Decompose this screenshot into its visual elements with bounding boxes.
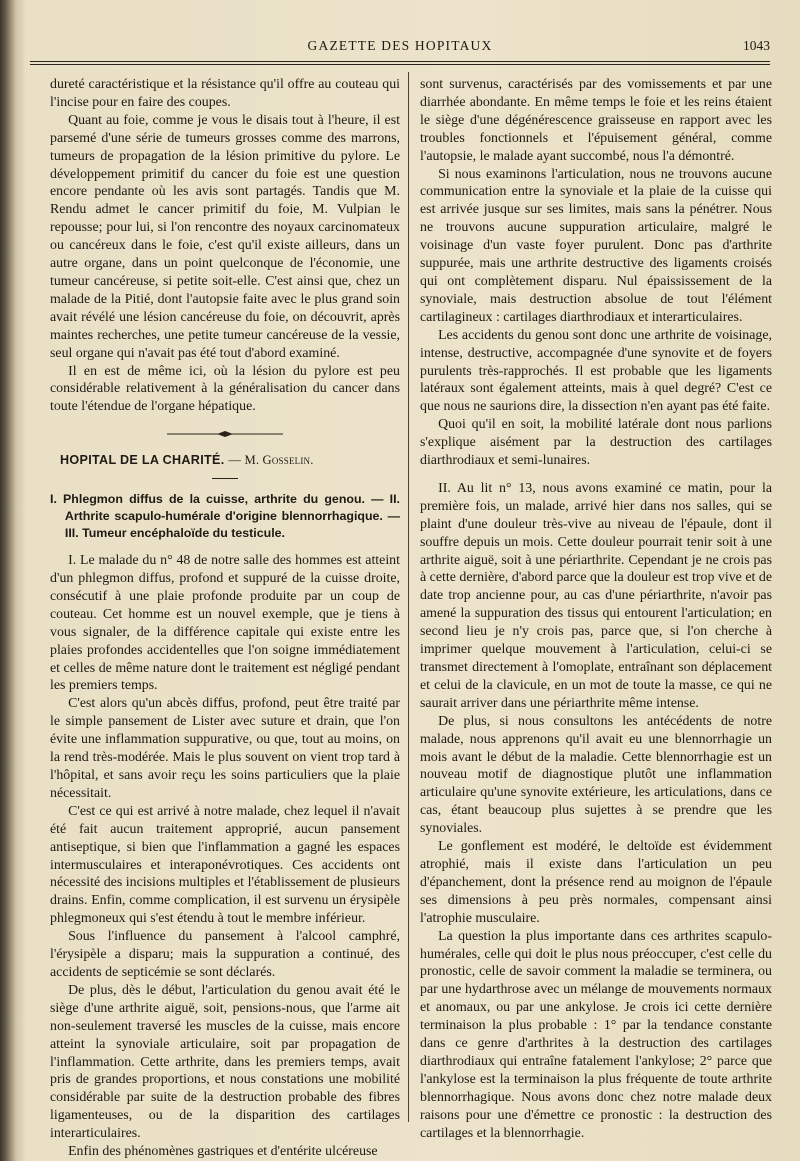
hospital-heading — [60, 452, 400, 470]
hospital-author: — M. Gosselin. — [228, 453, 314, 468]
paragraph: Quoi qu'il en soit, la mobilité latérale dont nous parlions s'explique aisément par la destruction des cartilages diarthrodiaux et semi-lunaires. — [420, 417, 772, 469]
paragraph: De plus, si nous consultons les antécédents de notre malade, nous apprenons qu'il avait eu une blennorrhagie un mois avant le début de la maladie. Cette blennorrhagie est un nouveau motif de diagnostique plutôt une inflammation articulaire qu'une synovite extérieure, les articulations, dans ce cas, étant beaucoup plus sujettes à se prendre que les synoviales. — [420, 713, 772, 837]
paragraph: C'est ce qui est arrivé à notre malade, chez lequel il n'avait été fait aucun traitement approprié, aucun pansement antiseptique, si bien que l'inflammation a gagné les espaces intermusculaires et interaponévrotiques. Ces accidents ont nécessité des incisions multiples et l'établissement de plusieurs drains. Enfin, comme complication, il est survenu un érysipèle phlegmoneux qui s'est étendu à tout le membre inférieur. — [50, 803, 400, 927]
paragraph: Sous l'influence du pansement à l'alcool camphré, l'érysipèle a disparu; mais la suppuration a continué, des accidents de septicémie se sont déclarés. — [50, 929, 400, 980]
paragraph: dureté caractéristique et la résistance qu'il offre au couteau qui l'incise pour en faire des coupes. — [50, 77, 400, 110]
short-rule — [212, 478, 238, 479]
column-divider — [408, 72, 409, 1122]
paragraph: La question la plus importante dans ces arthrites scapulo-humérales, celle qui doit le plus nous préoccuper, c'est celle du pronostic, celle de savoir comment la maladie se terminera, ou par une hydarthrose avec un mélange de mouvements normaux et anomaux, ou par une ankylose. Je crois ici cette dernière terminaison la plus probable : 1° par la tendance constante dans ce genre d'arthrites à la destruction des cartilages diarthrodiaux qui entraîne fatalement l'ankylose; 2° parce que l'ankylose est la terminaison la plus fréquente de toute arthrite blennorrhagique. Nous avons donc chez notre malade deux raisons pour une d'émettre ce pronostic : la destruction des cartilages et la blennorrhagie. — [420, 928, 772, 1141]
right-column — [420, 76, 772, 1142]
page-number: 1043 — [743, 38, 770, 53]
hospital-name: HOPITAL DE LA CHARITÉ. — [60, 453, 225, 468]
paragraph: sont survenus, caractérisés par des vomissements et par une diarrhée abondante. En même temps le foie et les reins étaient le siège d'une dégénérescence graisseuse en rapport avec les troubles fonctionnels et l'épuisement général, comme l'autopsie, le malade ayant succombé, nous l'a démontré. — [420, 77, 772, 164]
paragraph: Quant au foie, comme je vous le disais tout à l'heure, il est parsemé d'une série de tumeurs grosses comme des marrons, tumeurs de propagation de la lésion primitive du pylore. Le développement primitif du cancer du foie est une question encore pendante où les avis sont partagés. Tandis que M. Rendu admet le cancer primitif du foie, M. Vulpian le repousse; pour lui, si l'on rencontre des noyaux carcinomateux ou cancéreux dans le foie, c'est qu'il existe ailleurs, dans un autre organe, dans un point quelconque de l'économie, une tumeur cancéreuse, si petite soit-elle. C'est ainsi que, chez un malade de la Pitié, dont l'autopsie faite avec le plus grand soin avait révélé une lésion cancéreuse du foie, on découvrit, après maintes recherches, une petite tumeur cancéreuse de la vessie, seul organe qui n'avait pas été tout d'abord examiné. — [50, 112, 400, 361]
paragraph: Il en est de même ici, où la lésion du pylore est peu considérable relativement à la généralisation du cancer dans toute l'étendue de l'organe hépatique. — [50, 363, 400, 415]
paragraph: De plus, dès le début, l'articulation du genou avait été le siège d'une arthrite aiguë, soit, pensions-nous, que l'arme ait non-seulement traversé les muscles de la cuisse, mais encore atteint la synoviale articulaire, soit par propagation de l'inflammation. Cette arthrite, dans les premiers temps, avait pris de grandes proportions, et nous constations une mobilité considérable par suite de la destruction probable des fibres ligamenteuses, ou de la disparition des cartilages interarticulaires. — [50, 982, 400, 1142]
running-title: GAZETTE DES HOPITAUX — [307, 38, 493, 53]
paragraph: Si nous examinons l'articulation, nous ne trouvons aucune communication entre la synoviale et la plaie de la cuisse qui est arrivée jusque sur ses limites, mais sans la pénétrer. Nous ne trouvons aucune suppuration articulaire, malgré le voisinage d'un vaste foyer purulent. Donc pas d'arthrite suppurée, mais une arthrite destructive des ligaments croisés qui ont complètement disparu. Nul épaississement de la synoviale, mais destruction absolue de tout l'élément cartilagineux : cartilages diarthrodiaux et interarticulaires. — [420, 166, 772, 325]
header-rule-top — [30, 61, 770, 62]
header-rule-bottom — [30, 64, 770, 65]
lecture-summary: I. Phlegmon diffus de la cuisse, arthrite du genou. — II. Arthrite scapulo-humérale d'origine blennorrhagique. — III. Tumeur encéphaloïde du testicule. — [50, 492, 400, 541]
paragraph: Les accidents du genou sont donc une arthrite de voisinage, intense, destructive, accompagnée d'une synovite et de foyers purulents très-rapprochés. Il est probable que les ligaments latéraux sont également atteints, mais à quel degré? C'est ce que nous ne saurions dire, la dissection n'en ayant pas été faite. — [420, 327, 772, 415]
paragraph: Enfin des phénomènes gastriques et d'entérite ulcéreuse — [68, 1144, 378, 1160]
section-gap — [420, 470, 772, 480]
paragraph: I. Le malade du n° 48 de notre salle des hommes est atteint d'un phlegmon diffus, profond et suppuré de la cuisse droite, consécutif à une plaie profonde produite par un coup de couteau. Cet homme est un nouvel exemple, que je tiens à vous signaler, de la différence capitale qui existe entre les plaies profondes accidentelles que l'on soigne immédiatement et celles de même nature dont le traitement est négligé pendant les premiers temps. — [50, 553, 400, 694]
paragraph: Le gonflement est modéré, le deltoïde est évidemment atrophié, mais il existe dans l'articulation un peu d'épanchement, dont la présence rend au moignon de l'épaule ses dimensions à peu près normales, compensant ainsi l'atrophie musculaire. — [420, 839, 772, 926]
paragraph: II. Au lit n° 13, nous avons examiné ce matin, pour la première fois, un malade, arrivé hier dans nos salles, qui se plaint d'une douleur très-vive au niveau de l'épaule, dont il souffre depuis un mois. Cette douleur pourrait tenir soit à une arthrite aiguë, soit à une périarthrite. Cependant je ne crois pas à cette dernière, d'abord parce que la douleur est trop vive et de date trop ancienne pour, au cas d'une périarthrite, n'avoir pas amené la suppuration des tissus qui entourent l'articulation; en second lieu je n'y crois pas, parce que, si l'on cherche à imprimer quelque mouvement à l'articulation, celui-ci se transmet directement à l'omoplate, entraînant son déplacement et celui de la clavicule, en un mot de toute la masse, ce qui ne saurait arriver dans une périarthrite même intense. — [420, 480, 772, 711]
paragraph: C'est alors qu'un abcès diffus, profond, peut être traité par le simple pansement de Lister avec suture et drain, que l'on évite une inflammation suppurative, ou que, tout au moins, on la rend très-modérée. Mais le plus souvent on vient trop tard à l'hôpital, et sans avoir reçu les soins particuliers que la plaie nécessitait. — [50, 696, 400, 801]
left-column — [50, 76, 400, 1161]
page-header — [30, 34, 770, 60]
section-ornament — [160, 430, 290, 438]
